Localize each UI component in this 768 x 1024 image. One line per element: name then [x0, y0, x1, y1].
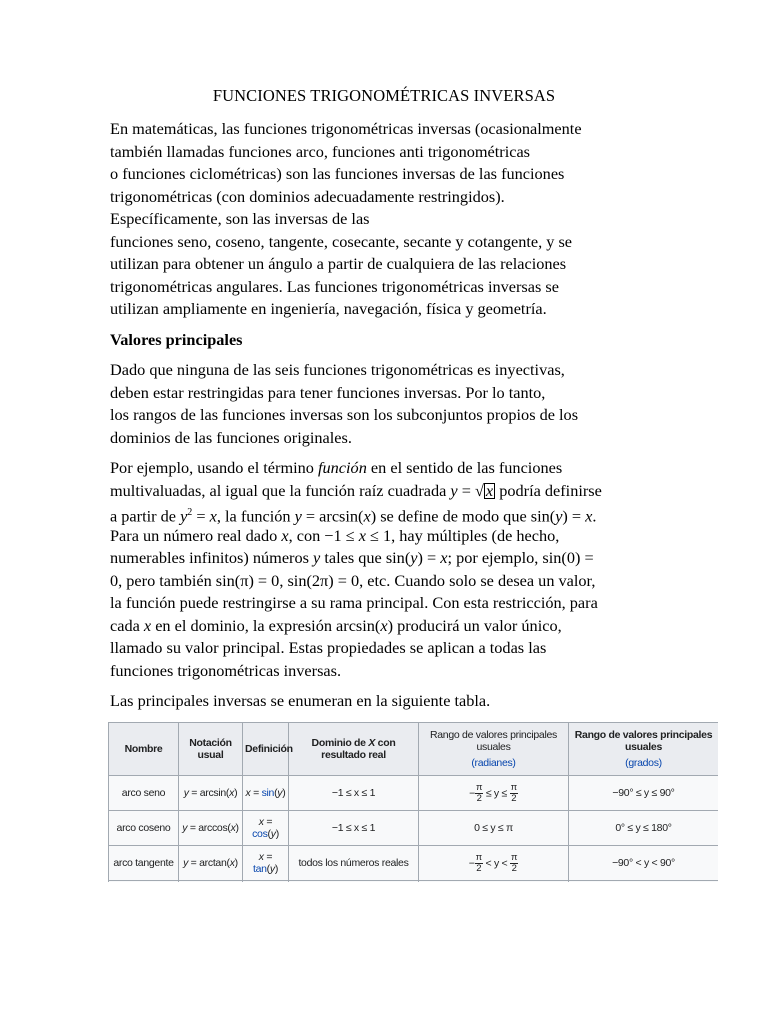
cell-nombre: arco seno	[109, 776, 179, 811]
header-dominio: Dominio de X con resultado real	[289, 723, 419, 776]
text-line: a partir de $y^2 = x$, la función y = arcsin(x) se define de modo que sin(y) = x.	[110, 506, 597, 526]
document-title: FUNCIONES TRIGONOMÉTRICAS INVERSAS	[212, 86, 556, 105]
cell-notacion: y = arcsin(x)	[179, 776, 243, 811]
text-line: los rangos de las funciones inversas son los subconjuntos propios de los	[110, 405, 579, 424]
text-line: Para un número real dado x, con −1 ≤ x ≤ 1, hay múltiples (de hecho,	[110, 525, 560, 545]
cell-notacion: y = arctan(x)	[179, 846, 243, 881]
text-line: utilizan para obtener un ángulo a partir de cualquiera de las relaciones	[110, 254, 567, 273]
text-line: funciones trigonométricas inversas.	[110, 660, 342, 680]
text-line: o funciones ciclométricas) son las funciones inversas de las funciones	[110, 164, 565, 183]
text-line: funciones seno, coseno, tangente, cosecante, secante y cotangente, y se	[110, 231, 573, 251]
example-paragraph	[110, 457, 670, 682]
header-notacion: Notación usual	[179, 723, 243, 776]
cell-empty	[289, 881, 419, 883]
cell-empty	[243, 881, 289, 883]
table-header-row	[109, 723, 719, 776]
text-line: multivaluadas, al igual que la función raíz cuadrada y = √ x podría definirse	[110, 480, 602, 500]
table-row	[109, 776, 719, 811]
intro-paragraph	[110, 118, 670, 321]
text-line: cada x en el dominio, la expresión arcsin(x) producirá un valor único,	[110, 615, 562, 635]
cell-empty	[179, 881, 243, 883]
text-line: trigonométricas (con dominios adecuadamente restringidos).	[110, 186, 505, 206]
cell-notacion: y = arccos(x)	[179, 811, 243, 846]
header-rango-grados: Rango de valores principales usuales (grados)	[569, 723, 719, 776]
cell-empty	[419, 881, 569, 883]
table-row	[109, 811, 719, 846]
text-line: utilizan ampliamente en ingeniería, navegación, física y geometría.	[110, 299, 547, 318]
sin-link[interactable]: sin	[261, 787, 275, 799]
text-line: 0, pero también sin(π) = 0, sin(2π) = 0, etc. Cuando solo se desea un valor,	[110, 570, 596, 590]
text-line: Las principales inversas se enumeran en la siguiente tabla.	[110, 691, 491, 710]
cell-rango-radianes: − $\frac{\pi}{2}$ < y < $\frac{\pi}{2}$	[419, 846, 569, 881]
text-line: la función puede restringirse a su rama principal. Con esta restricción, para	[110, 593, 598, 612]
text-line: Por ejemplo, usando el término función en el sentido de las funciones	[110, 458, 563, 477]
cell-empty	[569, 881, 719, 883]
text-line: En matemáticas, las funciones trigonométricas inversas (ocasionalmente	[110, 119, 582, 138]
text-line: trigonométricas angulares. Las funciones trigonométricas inversas se	[110, 276, 559, 296]
cell-nombre: arco tangente	[109, 846, 179, 881]
radianes-link[interactable]: (radianes)	[471, 757, 516, 769]
inverse-functions-table	[108, 722, 718, 882]
text-line: Específicamente, son las inversas de las	[110, 209, 370, 228]
restriction-paragraph	[110, 359, 670, 449]
section-heading: Valores principales	[110, 330, 243, 349]
cell-definicion: x = tan(y)	[243, 846, 289, 881]
text-line: también llamadas funciones arco, funciones anti trigonométricas	[110, 141, 531, 161]
header-nombre: Nombre	[109, 723, 179, 776]
grados-link[interactable]: (grados)	[625, 757, 662, 769]
cell-rango-grados: 0° ≤ y ≤ 180°	[569, 811, 719, 846]
cell-dominio: todos los números reales	[289, 846, 419, 881]
cell-rango-radianes: 0 ≤ y ≤ π	[419, 811, 569, 846]
tan-link[interactable]: tan	[252, 863, 267, 875]
table-row	[109, 846, 719, 881]
text-line: dominios de las funciones originales.	[110, 427, 352, 447]
header-definicion: Definición	[243, 723, 289, 776]
cell-dominio: −1 ≤ x ≤ 1	[289, 776, 419, 811]
cell-empty	[109, 881, 179, 883]
table-row	[109, 881, 719, 883]
sqrt-radicand: x	[485, 480, 494, 500]
cell-nombre: arco coseno	[109, 811, 179, 846]
cell-dominio: −1 ≤ x ≤ 1	[289, 811, 419, 846]
text-line: deben estar restringidas para tener funciones inversas. Por lo tanto,	[110, 382, 546, 402]
cell-rango-grados: −90° ≤ y ≤ 90°	[569, 776, 719, 811]
text-line: llamado su valor principal. Estas propiedades se aplican a todas las	[110, 638, 547, 657]
table-intro-paragraph	[110, 690, 670, 713]
text-line: Dado que ninguna de las seis funciones trigonométricas es inyectivas,	[110, 360, 565, 379]
cos-link[interactable]: cos	[252, 828, 268, 840]
cell-rango-radianes: − $\frac{\pi}{2}$ ≤ y ≤ $\frac{\pi}{2}$	[419, 776, 569, 811]
cell-definicion: x = sin(y)	[243, 776, 289, 811]
text-line: numerables infinitos) números y tales que sin(y) = x; por ejemplo, sin(0) =	[110, 548, 594, 567]
header-rango-radianes: Rango de valores principales usuales (radianes)	[419, 723, 569, 776]
cell-rango-grados: −90° < y < 90°	[569, 846, 719, 881]
cell-definicion: x = cos(y)	[243, 811, 289, 846]
